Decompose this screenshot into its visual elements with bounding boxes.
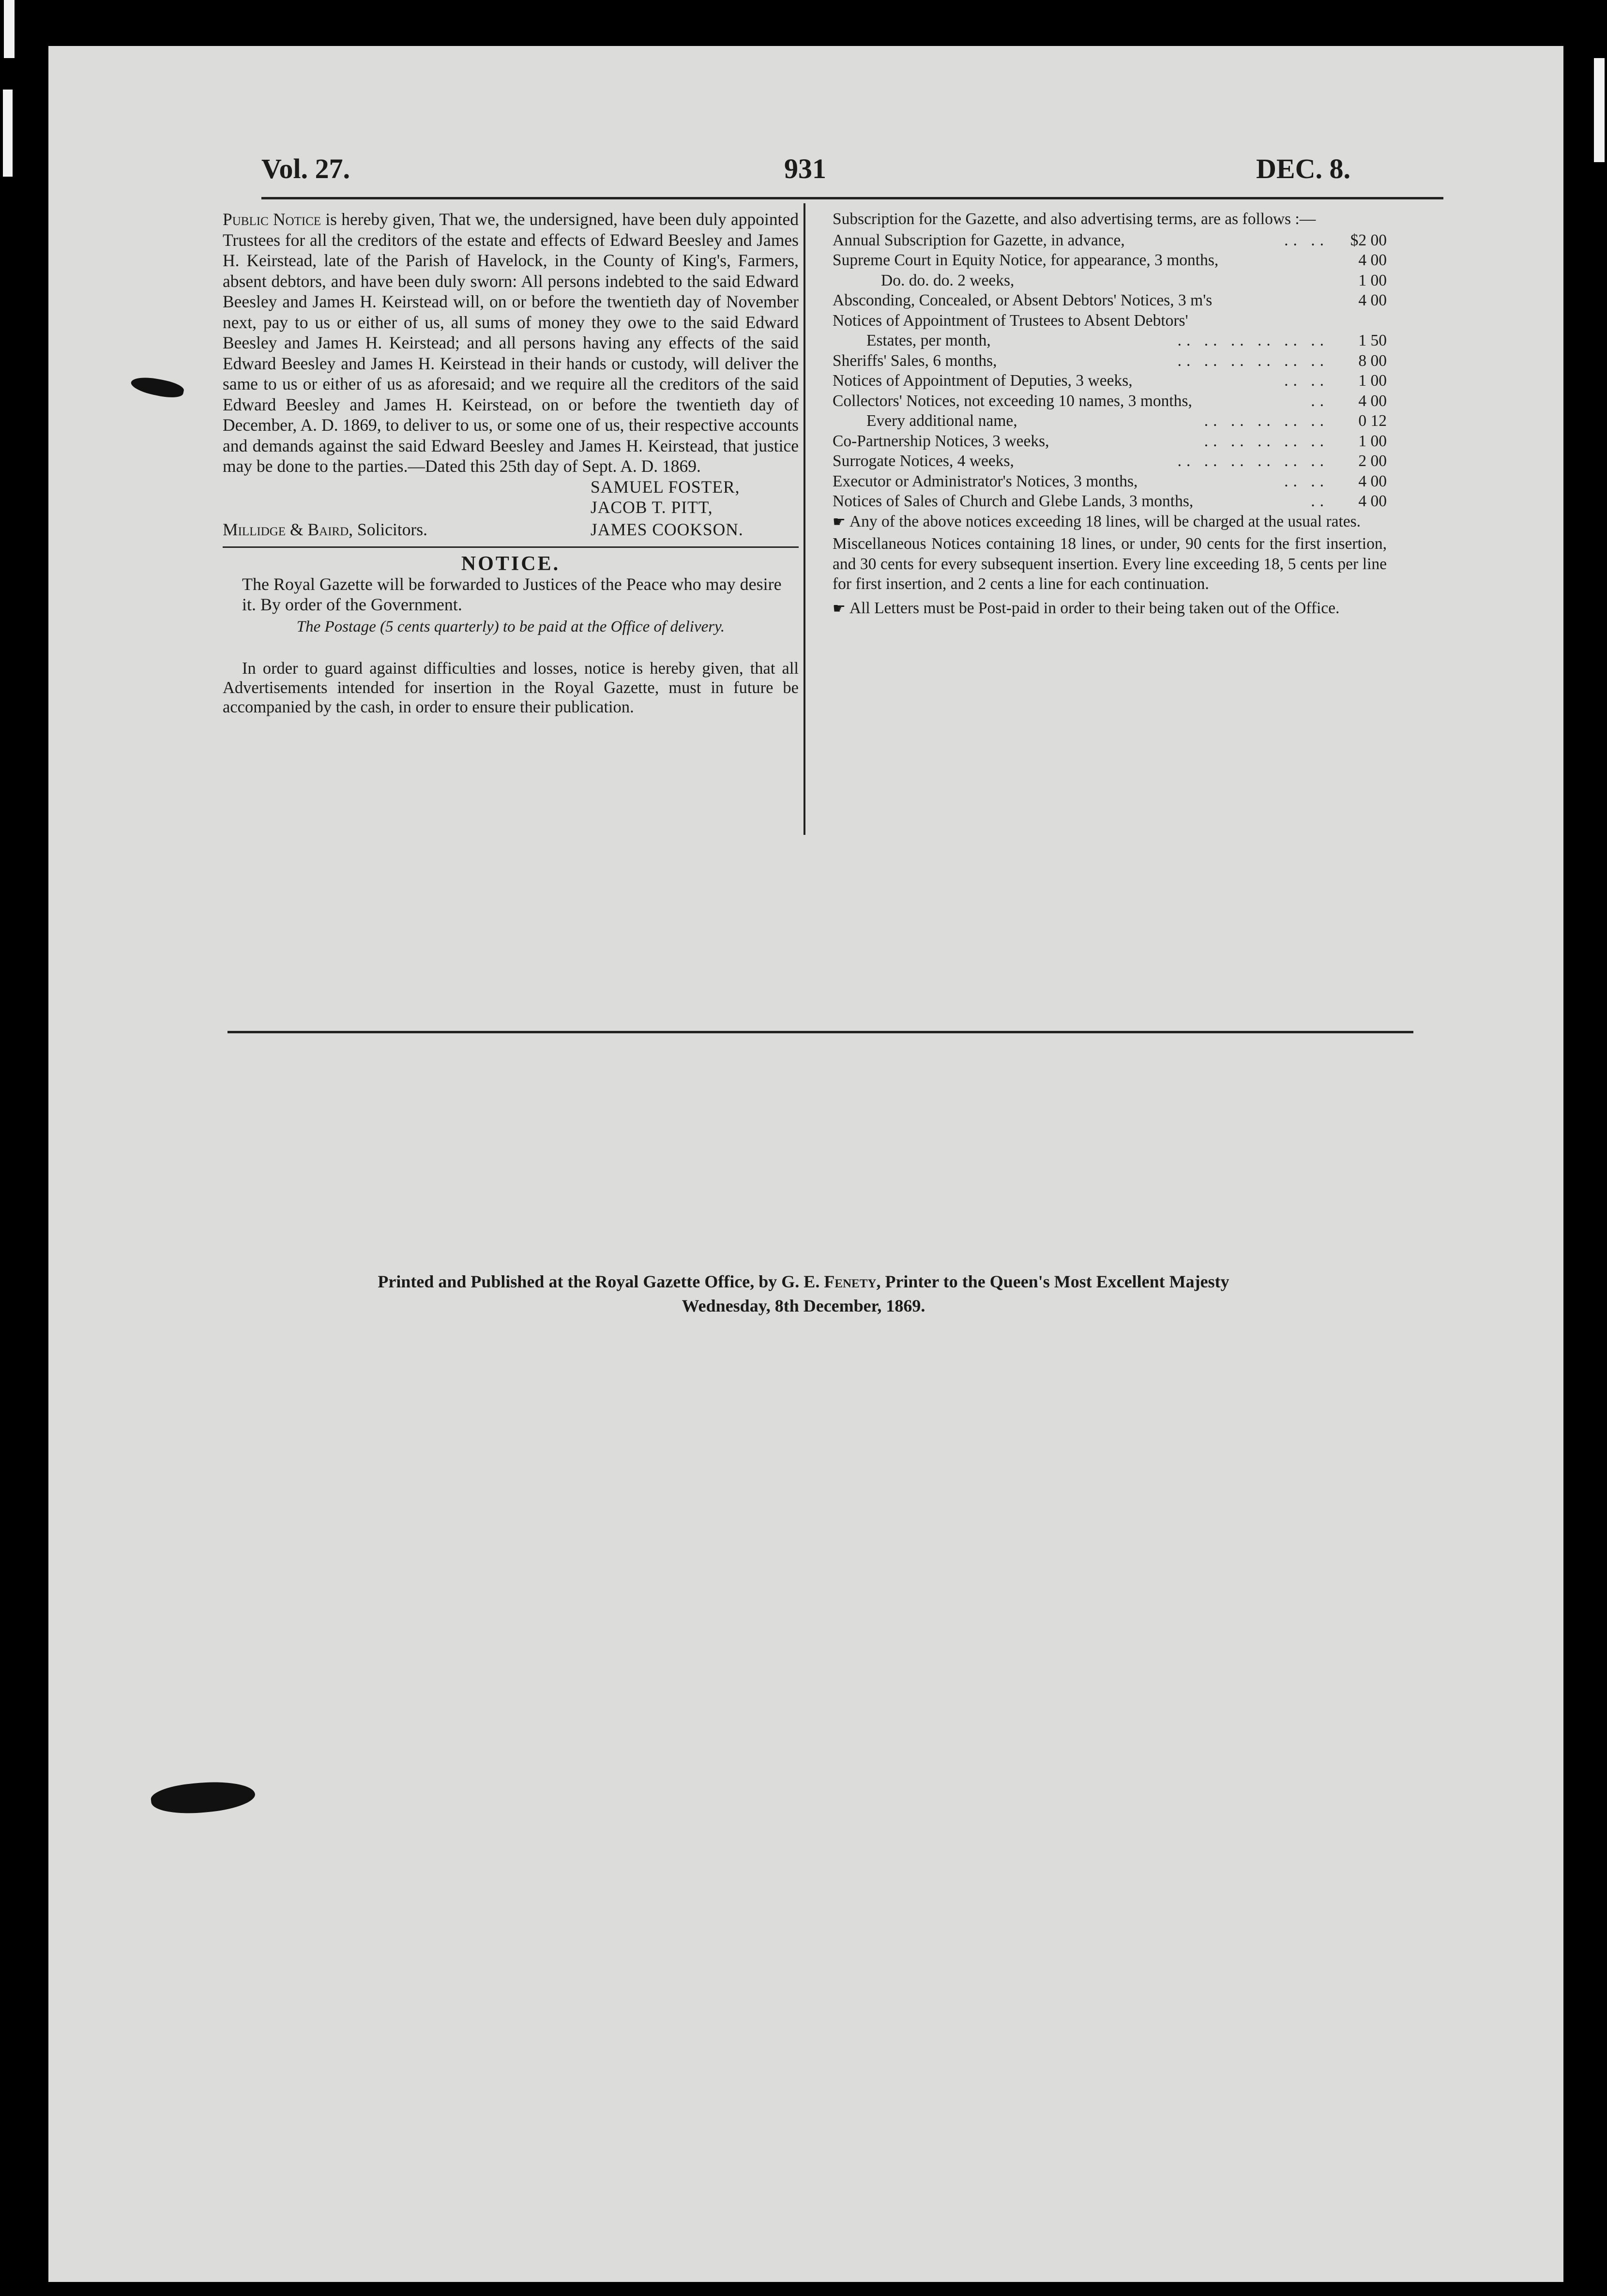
notice-text: is hereby given, That we, the undersigned, have been duly appointed Trustees for all the creditors of the estate and effects of Edward Beesley and James H. Keirstead, late of the Parish of Havelock, in the County of King's, Farmers, absent debtors, and have been duly sworn: All persons indebted to the said Edward Beesley and James H. Keirstead will, on or before the twentieth day of November next, pay to us or either of us, all sums of money they owe to the said Edward Beesley and James H. Keirstead; and all persons having any effects of the said Edward Beesley and James H. Keirstead in their hands or custody, will deliver the same to us or either of us as aforesaid; and we require all the creditors of the said Edward Beesley and James H. Keirstead, on or before the twentieth day of December, A. D. 1869, to deliver to us, or some one of us, their respective accounts and demands against the said Edward Beesley and James H. Keirstead, that justice may be done to the parties.—Dated this 25th day of Sept. A. D. 1869. [223,210,799,476]
rate-amount: 4 00 [1358,251,1387,269]
rate-amount: 8 00 [1358,351,1387,370]
leader-dots: .. .. [1284,231,1329,249]
column-divider [804,203,805,835]
signature-row [223,497,799,517]
rate-label: Notices of Sales of Church and Glebe Lands, 3 months, [833,492,1194,510]
rate-row [833,351,1387,371]
section-rule [227,1031,1413,1033]
leader-dots: .. .. .. .. .. .. [1177,452,1329,470]
notice-separator [223,546,799,548]
rate-row [833,230,1387,251]
rate-amount: 4 00 [1358,392,1387,410]
rate-row [833,290,1387,311]
signer-name: JAMES COOKSON. [591,519,743,539]
signature-row [223,519,799,540]
rate-row [833,471,1387,492]
imprint-line: Printed and Published at the Royal Gazette Office, by G. E. Fenety, Printer to the Queen's Most Excellent Majesty [378,1272,1229,1291]
advertising-notice: In order to guard against difficulties and losses, notice is hereby given, that all Advertisements intended for insertion in the Royal Gazette, must in future be accompanied by the cash, in order to ensure their publication. [223,659,799,716]
leader-dots: .. .. .. .. .. .. [1177,332,1329,349]
rate-amount: 0 12 [1358,412,1387,430]
header-rule [261,197,1443,199]
pointing-hand-icon: ☛ [833,514,846,530]
rate-label: Collectors' Notices, not exceeding 10 names, 3 months, [833,392,1192,410]
ink-blot-lower [150,1777,256,1818]
rate-row [833,250,1387,271]
scan-margin-mark-top-left [4,0,15,58]
rate-label: Notices of Appointment of Trustees to Absent Debtors' [833,311,1188,330]
rate-amount: 2 00 [1358,452,1387,470]
rate-amount: 4 00 [1358,492,1387,510]
rate-amount: 4 00 [1358,472,1387,490]
excess-lines-note: ☛ Any of the above notices exceeding 18 lines, will be charged at the usual rates. [833,512,1361,530]
postage-note: The Postage (5 cents quarterly) to be paid at the Office of delivery. [296,618,725,635]
issue-date: DEC. 8. [1256,153,1350,184]
notice-heading: NOTICE. [461,552,561,575]
miscellaneous-notices-note: Miscellaneous Notices containing 18 lines, or under, 90 cents for the first insertion, and 30 cents for every subsequent insertion. Every line exceeding 18, 5 cents per line for first insertion, and 2 cents a line for each continuation. [833,535,1387,593]
leader-dots: .. .. .. .. .. .. [1177,351,1329,370]
rate-row [833,451,1387,471]
leader-dots: .. .. [1284,472,1329,490]
letters-note: ☛ All Letters must be Post-paid in order to their being taken out of the Office. [833,599,1340,617]
rate-row [833,491,1387,512]
page-number: 931 [784,153,826,184]
rate-row [833,311,1387,331]
leader-dots: .. .. .. .. .. [1204,432,1329,450]
rate-label: Absconding, Concealed, or Absent Debtors' Notices, 3 m's [833,291,1213,309]
notice-lead: Public Notice [223,210,321,229]
leader-dots: .. .. [1284,372,1329,390]
rate-label: Executor or Administrator's Notices, 3 months, [833,472,1138,490]
rate-label: Every additional name, [866,412,1017,430]
right-column [833,209,1387,619]
rate-amount: $2 00 [1350,231,1387,249]
rate-label: Estates, per month, [866,332,991,349]
signer-name: SAMUEL FOSTER, [591,477,740,497]
rate-row [833,431,1387,452]
printer-name: Fenety [824,1272,877,1291]
ink-blot-upper [130,374,185,401]
rate-label: Do. do. do. 2 weeks, [881,271,1015,289]
rate-amount: 1 00 [1358,271,1387,289]
left-column [223,209,799,717]
volume-label: Vol. 27. [261,153,350,184]
signer-name: JACOB T. PITT, [591,497,713,517]
rate-label: Co-Partnership Notices, 3 weeks, [833,432,1049,450]
rate-row [833,331,1387,351]
rate-label: Notices of Appointment of Deputies, 3 weeks, [833,372,1133,390]
rate-amount: 1 00 [1358,372,1387,390]
leader-dots: .. [1311,492,1329,510]
solicitor-line: Millidge & Baird, Solicitors. [223,519,428,539]
trustee-notice [223,209,799,477]
rate-row [833,371,1387,391]
leader-dots: .. [1311,392,1329,410]
rate-row [833,391,1387,411]
rate-amount: 4 00 [1358,291,1387,309]
terms-intro: Subscription for the Gazette, and also advertising terms, are as follows :— [833,210,1316,228]
rate-row [833,271,1387,291]
publication-date: Wednesday, 8th December, 1869. [682,1296,925,1315]
gazette-notice-body: The Royal Gazette will be forwarded to Justices of the Peace who may desire it. By order of the Government. [242,574,782,614]
rates-table [833,230,1387,512]
rate-row [833,411,1387,431]
rate-label: Supreme Court in Equity Notice, for appearance, 3 months, [833,251,1219,269]
rate-amount: 1 00 [1358,432,1387,450]
leader-dots: .. .. .. .. .. [1204,412,1329,430]
scan-margin-mark-left [3,90,13,177]
rate-label: Sheriffs' Sales, 6 months, [833,351,997,370]
rate-label: Surrogate Notices, 4 weeks, [833,452,1014,470]
signature-row [223,477,799,497]
scan-margin-mark-right [1594,58,1605,162]
pointing-hand-icon: ☛ [833,600,846,617]
rate-label: Annual Subscription for Gazette, in advance, [833,231,1125,249]
rate-amount: 1 50 [1358,332,1387,349]
